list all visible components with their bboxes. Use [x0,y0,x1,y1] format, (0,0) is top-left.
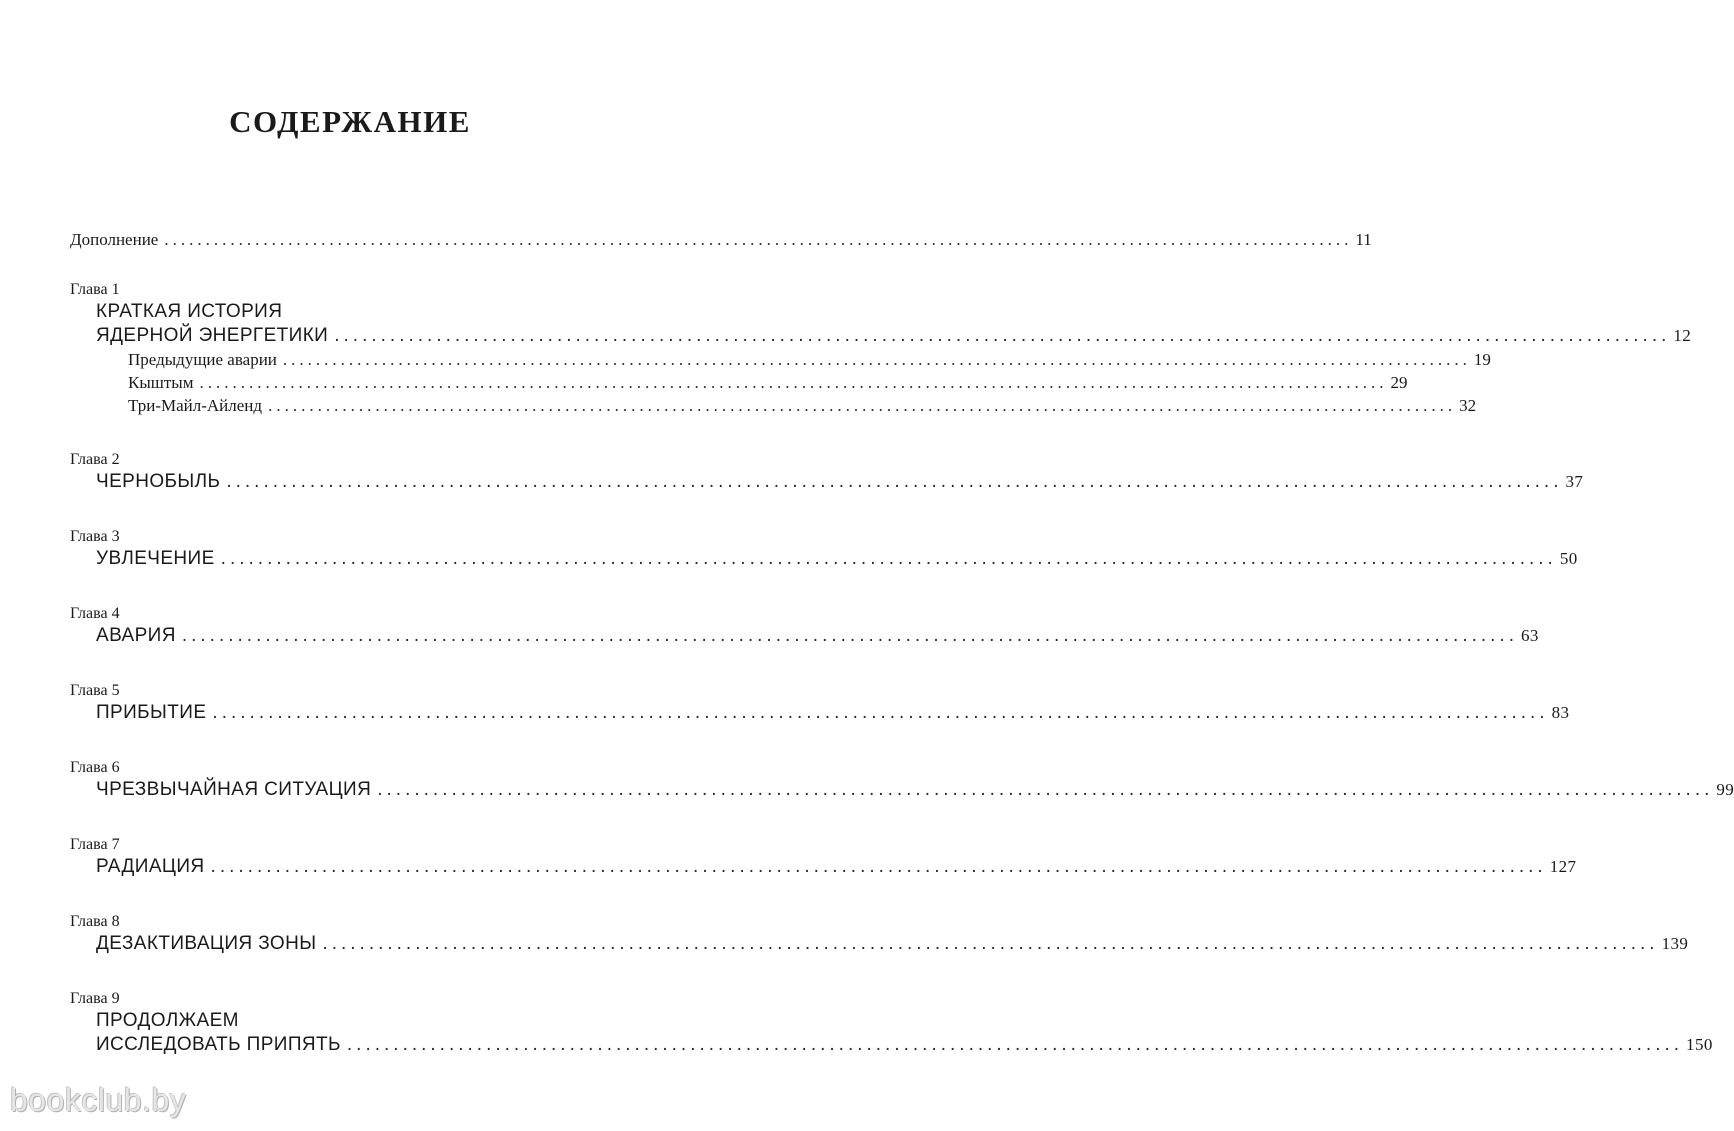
toc-page-number: 83 [1551,703,1570,722]
toc-page-number: 29 [1390,373,1408,392]
toc-page-number: 150 [1686,1035,1713,1054]
chapter-1-heading: Глава 1 [70,281,120,298]
toc-entry-label: Дополнение [70,230,159,249]
toc-page-number: 12 [1673,326,1692,345]
chapter-5-heading: Глава 5 [70,682,120,699]
toc-page-number: 32 [1459,396,1477,415]
chapter-9-heading: Глава 9 [70,990,120,1007]
dot-leader: ................................................................................................................................................ [322,933,1659,954]
dot-leader: ................................................................................................................................................ [210,856,1547,877]
chapter-title: ЧЕРНОБЫЛЬ [96,471,221,492]
chapter-7-heading: Глава 7 [70,836,120,853]
table-of-contents [70,228,1734,1057]
toc-page-number: 139 [1661,934,1689,953]
chapter-9-title-line2: ИССЛЕДОВАТЬ ПРИПЯТЬ [96,1034,341,1055]
toc-subentry-previous-accidents[interactable] [70,348,1491,371]
toc-entry-chapter-8[interactable] [70,932,1689,956]
toc-page-number: 19 [1473,350,1491,369]
page-title: СОДЕРЖАНИЕ [229,104,471,139]
toc-entry-chapter-6[interactable] [70,778,1734,802]
dot-leader: ................................................................................................................................................ [181,625,1518,646]
toc-subentry-three-mile-island[interactable] [70,394,1477,417]
chapter-6-heading: Глава 6 [70,759,120,776]
chapter-title: ПРИБЫТИЕ [96,702,207,723]
toc-entry-label: Кыштым [128,373,194,392]
toc-entry-chapter-9[interactable] [70,1033,1713,1057]
toc-subentry-kyshtym[interactable] [70,371,1408,394]
dot-leader: ................................................................................................................................................ [282,350,1471,369]
toc-page-number: 99 [1716,780,1734,799]
dot-leader: ................................................................................................................................................ [334,325,1671,346]
toc-entry-label: Предыдущие аварии [128,350,277,369]
chapter-title: РАДИАЦИЯ [96,856,205,877]
toc-page-number: 127 [1549,857,1577,876]
chapter-title: ЧРЕЗВЫЧАЙНАЯ СИТУАЦИЯ [96,779,372,800]
toc-page-number: 50 [1559,549,1578,568]
dot-leader: ................................................................................................................................................ [226,471,1563,492]
chapter-4-heading: Глава 4 [70,605,120,622]
chapter-title: УВЛЕЧЕНИЕ [96,548,215,569]
dot-leader: ................................................................................................................................................ [199,373,1388,392]
toc-entry-chapter-5[interactable] [70,701,1570,725]
toc-page-number: 11 [1355,230,1372,249]
toc-page-number: 37 [1565,472,1584,491]
dot-leader: ................................................................................................................................................ [164,230,1353,249]
toc-entry-supplement[interactable] [70,228,1372,252]
toc-page-number: 63 [1521,626,1539,645]
dot-leader: ................................................................................................................................................ [212,702,1549,723]
toc-entry-label: Три-Майл-Айленд [128,396,263,415]
chapter-8-heading: Глава 8 [70,913,120,930]
toc-entry-chapter-1[interactable] [70,324,1692,348]
watermark-logo: bookclub.by [10,1082,187,1118]
dot-leader: ................................................................................................................................................ [268,396,1457,415]
toc-entry-chapter-2[interactable] [70,470,1584,494]
chapter-title: ДЕЗАКТИВАЦИЯ ЗОНЫ [96,933,317,954]
chapter-3-heading: Глава 3 [70,528,120,545]
chapter-2-heading: Глава 2 [70,451,120,468]
dot-leader: ................................................................................................................................................ [346,1034,1684,1055]
dot-leader: ................................................................................................................................................ [220,548,1557,569]
toc-entry-chapter-3[interactable] [70,547,1578,571]
chapter-1-title-line2: ЯДЕРНОЙ ЭНЕРГЕТИКИ [96,325,329,346]
toc-entry-chapter-7[interactable] [70,855,1577,879]
dot-leader: ................................................................................................................................................ [377,779,1714,800]
toc-entry-chapter-4[interactable] [70,624,1539,648]
chapter-1-title-line1: КРАТКАЯ ИСТОРИЯ [96,301,283,322]
chapter-9-title-line1: ПРОДОЛЖАЕМ [96,1010,239,1031]
chapter-title: АВАРИЯ [96,625,176,646]
